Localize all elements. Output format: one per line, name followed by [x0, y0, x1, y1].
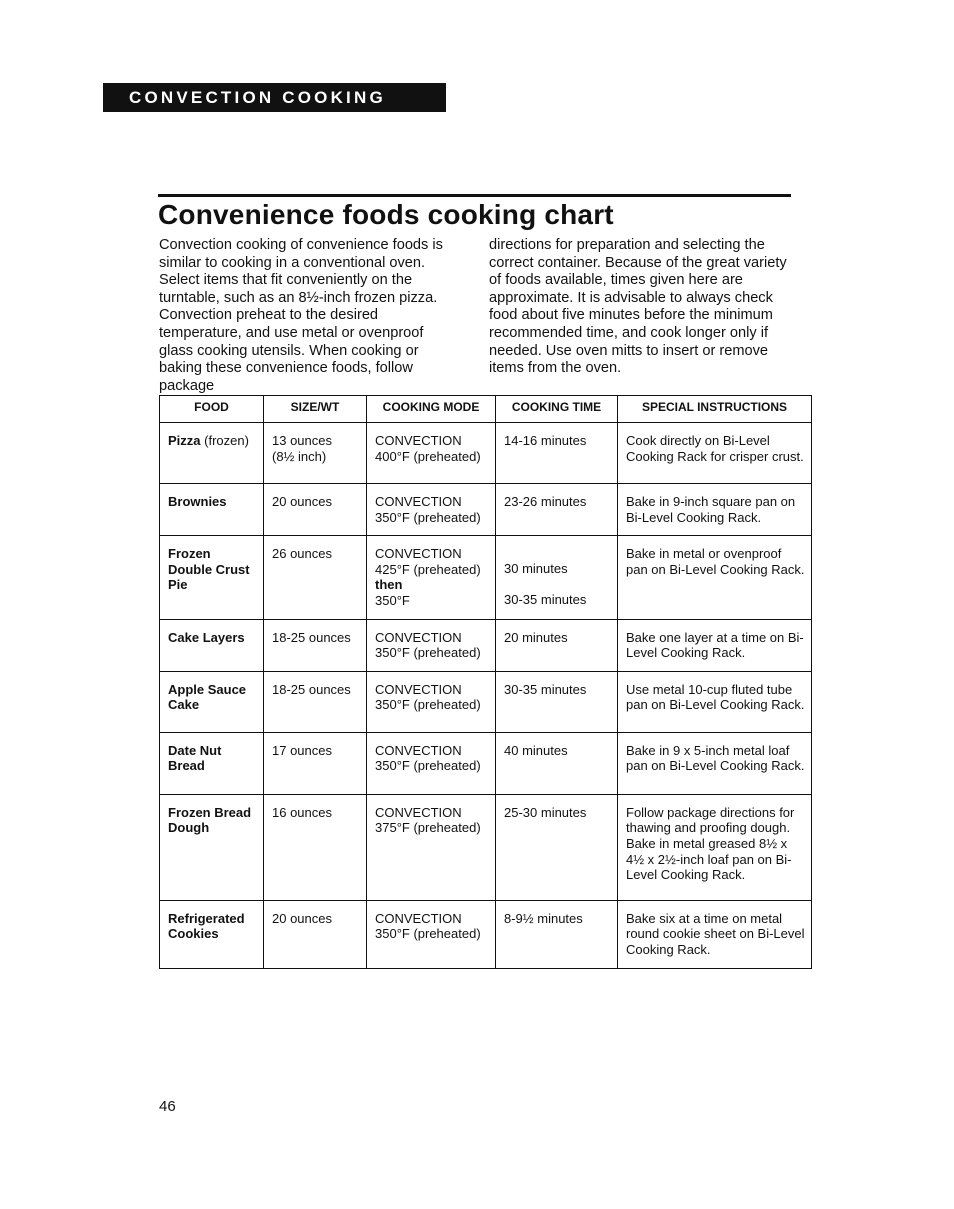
food-name: Pizza [168, 433, 201, 448]
size-cell: 26 ounces [264, 536, 367, 619]
food-note: (frozen) [204, 433, 249, 448]
mode-value: CONVECTION [375, 804, 462, 820]
title-rule [158, 194, 791, 197]
temperature-value: 350°F (preheated) [375, 645, 481, 661]
time-cell: 23-26 minutes [496, 484, 618, 536]
time-cell: 8-9½ minutes [496, 900, 618, 968]
then-label: then [375, 577, 403, 593]
time-value-2: 30-35 minutes [504, 591, 587, 607]
time-cell [496, 536, 618, 619]
column-header-instructions: SPECIAL INSTRUCTIONS [618, 396, 812, 423]
temperature-value-2: 350°F [375, 592, 410, 608]
time-cell: 25-30 minutes [496, 794, 618, 900]
intro-right-column: directions for preparation and selecting the correct container. Because of the great variety of foods available, times given here are approximate. It is advisable to always check food about five minutes before the minimum recommended time, and cook longer only if needed. Use oven mitts to insert or remove items from the oven. [489, 237, 787, 377]
time-cell: 30-35 minutes [496, 671, 618, 732]
time-cell: 14-16 minutes [496, 423, 618, 484]
mode-value: CONVECTION [375, 629, 462, 645]
temperature-value: 425°F (preheated) [375, 561, 481, 577]
mode-value: CONVECTION [375, 681, 462, 697]
time-cell: 40 minutes [496, 732, 618, 794]
temperature-value: 375°F (preheated) [375, 820, 481, 836]
mode-cell [367, 732, 496, 794]
mode-cell [367, 900, 496, 968]
food-cell: Apple Sauce Cake [160, 671, 264, 732]
mode-cell [367, 423, 496, 484]
food-cell: Frozen Bread Dough [160, 794, 264, 900]
page-title: Convenience foods cooking chart [158, 199, 614, 230]
intro-left-column: Convection cooking of convenience foods is similar to cooking in a conventional oven. Select items that fit conveniently on the turntable, such as an 8½-inch frozen pizza. Convection preheat to the desired temperature, and use metal or ovenproof glass cooking utensils. When cooking or baking these convenience foods, follow package [159, 237, 443, 394]
size-cell [264, 423, 367, 484]
table-row [160, 900, 812, 968]
temperature-value: 400°F (preheated) [375, 448, 481, 464]
food-cell: Frozen Double Crust Pie [160, 536, 264, 619]
temperature-value: 350°F (preheated) [375, 926, 481, 942]
food-cell: Refrigerated Cookies [160, 900, 264, 968]
size-cell: 16 ounces [264, 794, 367, 900]
cooking-chart-table [159, 395, 812, 969]
time-value: 30 minutes [504, 561, 568, 577]
mode-cell [367, 536, 496, 619]
instructions-cell: Bake six at a time on metal round cookie sheet on Bi-Level Cooking Rack. [618, 900, 812, 968]
food-cell: Cake Layers [160, 619, 264, 671]
size-value: 13 ounces [272, 433, 332, 448]
time-cell: 20 minutes [496, 619, 618, 671]
mode-cell [367, 794, 496, 900]
mode-cell [367, 671, 496, 732]
table-row [160, 536, 812, 619]
instructions-cell: Use metal 10-cup fluted tube pan on Bi-Level Cooking Rack. [618, 671, 812, 732]
food-cell: Date Nut Bread [160, 732, 264, 794]
column-header-time: COOKING TIME [496, 396, 618, 423]
mode-cell [367, 484, 496, 536]
column-header-mode: COOKING MODE [367, 396, 496, 423]
mode-value: CONVECTION [375, 910, 462, 926]
instructions-cell: Bake in 9-inch square pan on Bi-Level Cooking Rack. [618, 484, 812, 536]
table-row [160, 732, 812, 794]
size-cell: 18-25 ounces [264, 671, 367, 732]
temperature-value: 350°F (preheated) [375, 697, 481, 713]
table-row [160, 671, 812, 732]
mode-value: CONVECTION [375, 494, 462, 509]
table-row [160, 619, 812, 671]
size-cell: 17 ounces [264, 732, 367, 794]
size-cell: 18-25 ounces [264, 619, 367, 671]
page-number: 46 [159, 1098, 176, 1115]
column-header-size: SIZE/WT [264, 396, 367, 423]
mode-value: CONVECTION [375, 546, 462, 562]
mode-value: CONVECTION [375, 433, 462, 448]
temperature-value: 350°F (preheated) [375, 509, 481, 525]
instructions-cell: Cook directly on Bi-Level Cooking Rack for crisper crust. [618, 423, 812, 484]
instructions-cell: Bake in 9 x 5-inch metal loaf pan on Bi-Level Cooking Rack. [618, 732, 812, 794]
instructions-cell: Bake in metal or ovenproof pan on Bi-Level Cooking Rack. [618, 536, 812, 619]
food-cell: Brownies [160, 484, 264, 536]
table-row [160, 484, 812, 536]
table-row [160, 423, 812, 484]
mode-cell [367, 619, 496, 671]
table-header-row [160, 396, 812, 423]
column-header-food: FOOD [160, 396, 264, 423]
temperature-value: 350°F (preheated) [375, 758, 481, 774]
size-cell: 20 ounces [264, 900, 367, 968]
mode-value: CONVECTION [375, 742, 462, 758]
instructions-cell: Bake one layer at a time on Bi-Level Cooking Rack. [618, 619, 812, 671]
food-cell [160, 423, 264, 484]
instructions-cell: Follow package directions for thawing and proofing dough. Bake in metal greased 8½ x 4½ x 2½-inch loaf pan on Bi-Level Cooking Rack. [618, 794, 812, 900]
size-cell: 20 ounces [264, 484, 367, 536]
size-note: (8½ inch) [272, 448, 327, 464]
table-row [160, 794, 812, 900]
section-header: CONVECTION COOKING [103, 83, 446, 112]
